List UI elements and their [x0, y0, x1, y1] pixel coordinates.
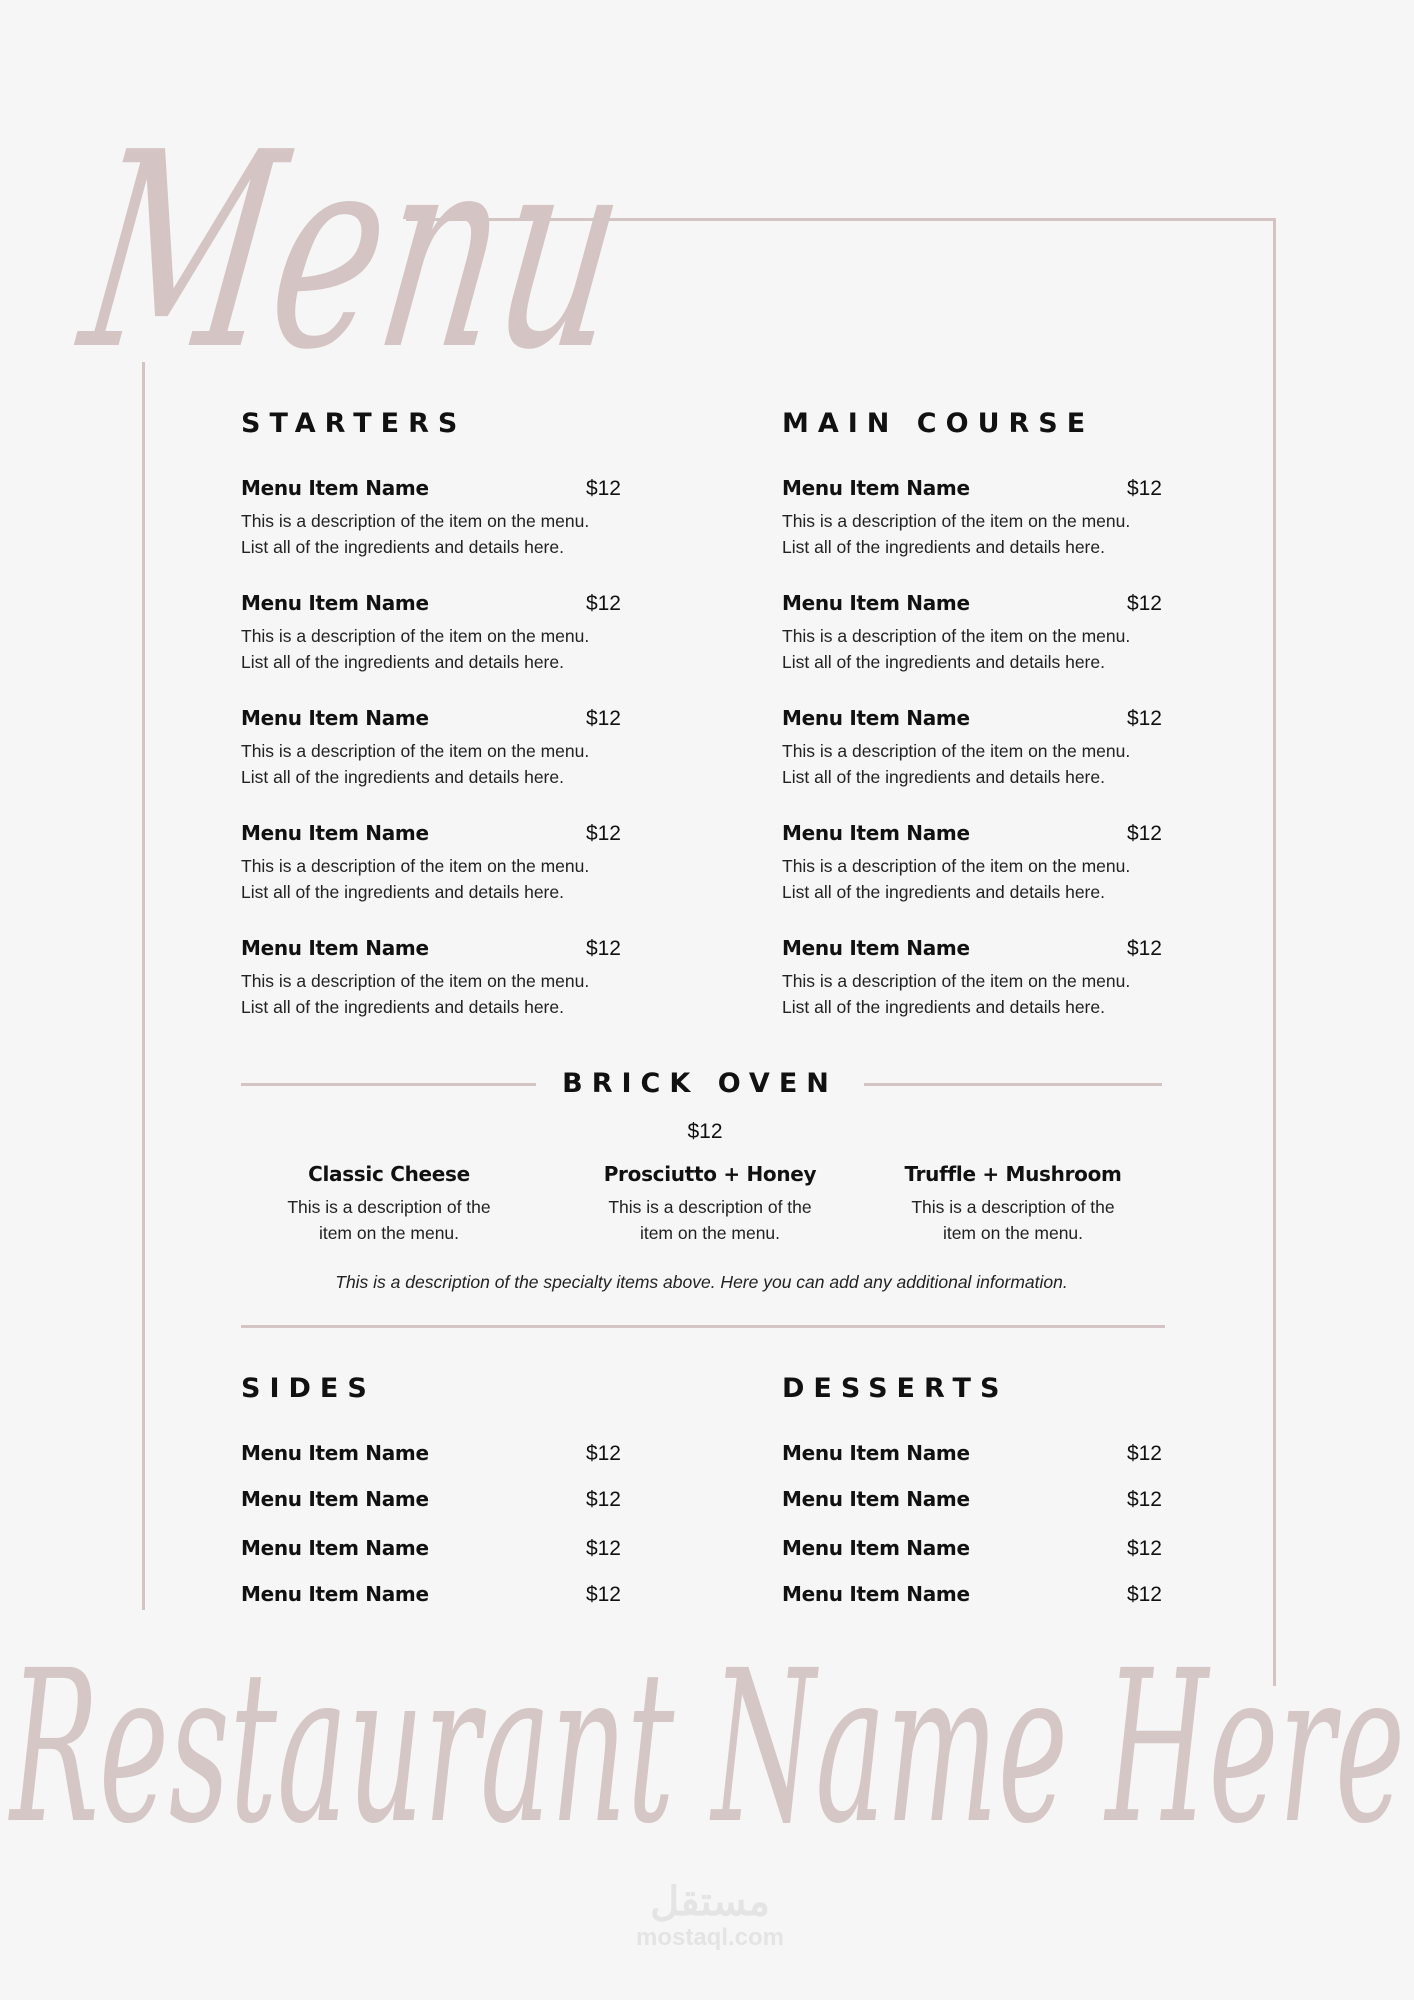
menu-item: [241, 936, 621, 1020]
item-name: Menu Item Name: [241, 706, 429, 730]
item-description: This is a description of the: [608, 1197, 812, 1217]
item-price: $12: [585, 1442, 621, 1465]
watermark-latin: mostaql.com: [635, 1924, 785, 1951]
item-name: Classic Cheese: [308, 1162, 470, 1186]
restaurant-name: Restaurant Name Here: [7, 1625, 1406, 1870]
item-description: item on the menu.: [639, 1223, 781, 1243]
item-name: Menu Item Name: [782, 936, 970, 960]
menu-item: [782, 706, 1162, 790]
menu-item: [241, 1536, 621, 1561]
item-price: $12: [1126, 937, 1162, 960]
menu-item: [241, 706, 621, 790]
menu-item: [782, 1536, 1162, 1561]
item-description: This is a description of the item on the menu.: [241, 741, 590, 761]
item-description: List all of the ingredients and details here.: [782, 652, 1105, 672]
item-price: $12: [585, 937, 621, 960]
menu-item: [241, 821, 621, 905]
menu-item: [782, 821, 1162, 905]
watermark-arabic: مستقل: [650, 1880, 770, 1924]
item-price: $12: [585, 477, 621, 500]
item-description: List all of the ingredients and details here.: [782, 767, 1105, 787]
menu-title: Menu: [67, 94, 896, 409]
item-description: This is a description of the item on the menu.: [782, 511, 1131, 531]
brick-oven-item: [560, 1162, 860, 1246]
brick-oven-right-rule: [864, 1083, 1162, 1086]
menu-item: [782, 1582, 1162, 1607]
item-price: $12: [1126, 1488, 1162, 1511]
item-description: This is a description of the item on the menu.: [782, 626, 1131, 646]
item-name: Menu Item Name: [241, 1536, 429, 1560]
item-description: List all of the ingredients and details here.: [782, 882, 1105, 902]
item-name: Menu Item Name: [782, 821, 970, 845]
item-description: This is a description of the item on the menu.: [241, 856, 590, 876]
item-description: This is a description of the item on the menu.: [782, 971, 1131, 991]
menu-item: [782, 936, 1162, 1020]
item-description: item on the menu.: [318, 1223, 460, 1243]
item-price: $12: [1126, 1537, 1162, 1560]
item-price: $12: [585, 592, 621, 615]
item-name: Menu Item Name: [782, 1582, 970, 1606]
section-divider: [241, 1325, 1165, 1328]
item-name: Menu Item Name: [782, 1441, 970, 1465]
menu-item: [241, 1487, 621, 1512]
desserts-heading: DESSERTS: [782, 1373, 1009, 1404]
item-description: This is a description of the item on the menu.: [241, 971, 590, 991]
item-description: This is a description of the item on the menu.: [241, 626, 590, 646]
watermark: [600, 1880, 820, 1952]
item-description: List all of the ingredients and details here.: [241, 652, 564, 672]
item-price: $12: [1126, 1442, 1162, 1465]
item-name: Menu Item Name: [241, 1487, 429, 1511]
item-name: Truffle + Mushroom: [904, 1162, 1122, 1186]
item-description: This is a description of the item on the menu.: [782, 741, 1131, 761]
item-description: List all of the ingredients and details here.: [782, 537, 1105, 557]
item-price: $12: [1126, 707, 1162, 730]
sides-heading: SIDES: [241, 1373, 376, 1404]
menu-item: [241, 1582, 621, 1607]
item-price: $12: [1126, 822, 1162, 845]
brick-oven-left-rule: [241, 1083, 536, 1086]
item-description: List all of the ingredients and details here.: [241, 767, 564, 787]
item-price: $12: [1126, 1583, 1162, 1606]
menu-item: [241, 476, 621, 560]
item-name: Menu Item Name: [241, 936, 429, 960]
item-description: item on the menu.: [942, 1223, 1084, 1243]
item-name: Menu Item Name: [241, 476, 429, 500]
item-description: List all of the ingredients and details here.: [782, 997, 1105, 1017]
brick-oven-price: $12: [687, 1120, 723, 1143]
item-description: List all of the ingredients and details here.: [241, 997, 564, 1017]
item-name: Menu Item Name: [782, 1487, 970, 1511]
item-price: $12: [585, 822, 621, 845]
item-name: Menu Item Name: [241, 821, 429, 845]
brick-oven-item: [863, 1162, 1163, 1246]
item-name: Menu Item Name: [782, 1536, 970, 1560]
menu-item: [241, 1441, 621, 1466]
item-description: List all of the ingredients and details here.: [241, 537, 564, 557]
starters-heading: STARTERS: [241, 408, 467, 439]
item-name: Menu Item Name: [782, 591, 970, 615]
main-course-heading: MAIN COURSE: [782, 408, 1095, 439]
brick-oven-heading: BRICK OVEN: [562, 1068, 838, 1099]
item-name: Prosciutto + Honey: [603, 1162, 817, 1186]
item-price: $12: [585, 707, 621, 730]
item-name: Menu Item Name: [241, 1441, 429, 1465]
menu-item: [782, 476, 1162, 560]
item-price: $12: [585, 1537, 621, 1560]
item-description: This is a description of the item on the menu.: [241, 511, 590, 531]
item-price: $12: [1126, 592, 1162, 615]
item-price: $12: [1126, 477, 1162, 500]
item-name: Menu Item Name: [782, 476, 970, 500]
item-name: Menu Item Name: [241, 591, 429, 615]
brick-oven-item: [239, 1162, 539, 1246]
item-name: Menu Item Name: [782, 706, 970, 730]
item-description: List all of the ingredients and details here.: [241, 882, 564, 902]
menu-item: [782, 1487, 1162, 1512]
menu-item: [782, 1441, 1162, 1466]
brick-oven-note: This is a description of the specialty items above. Here you can add any additional information.: [335, 1272, 1068, 1292]
item-description: This is a description of the: [911, 1197, 1115, 1217]
item-description: This is a description of the item on the menu.: [782, 856, 1131, 876]
item-description: This is a description of the: [287, 1197, 491, 1217]
item-price: $12: [585, 1488, 621, 1511]
menu-item: [241, 591, 621, 675]
item-price: $12: [585, 1583, 621, 1606]
item-name: Menu Item Name: [241, 1582, 429, 1606]
menu-item: [782, 591, 1162, 675]
